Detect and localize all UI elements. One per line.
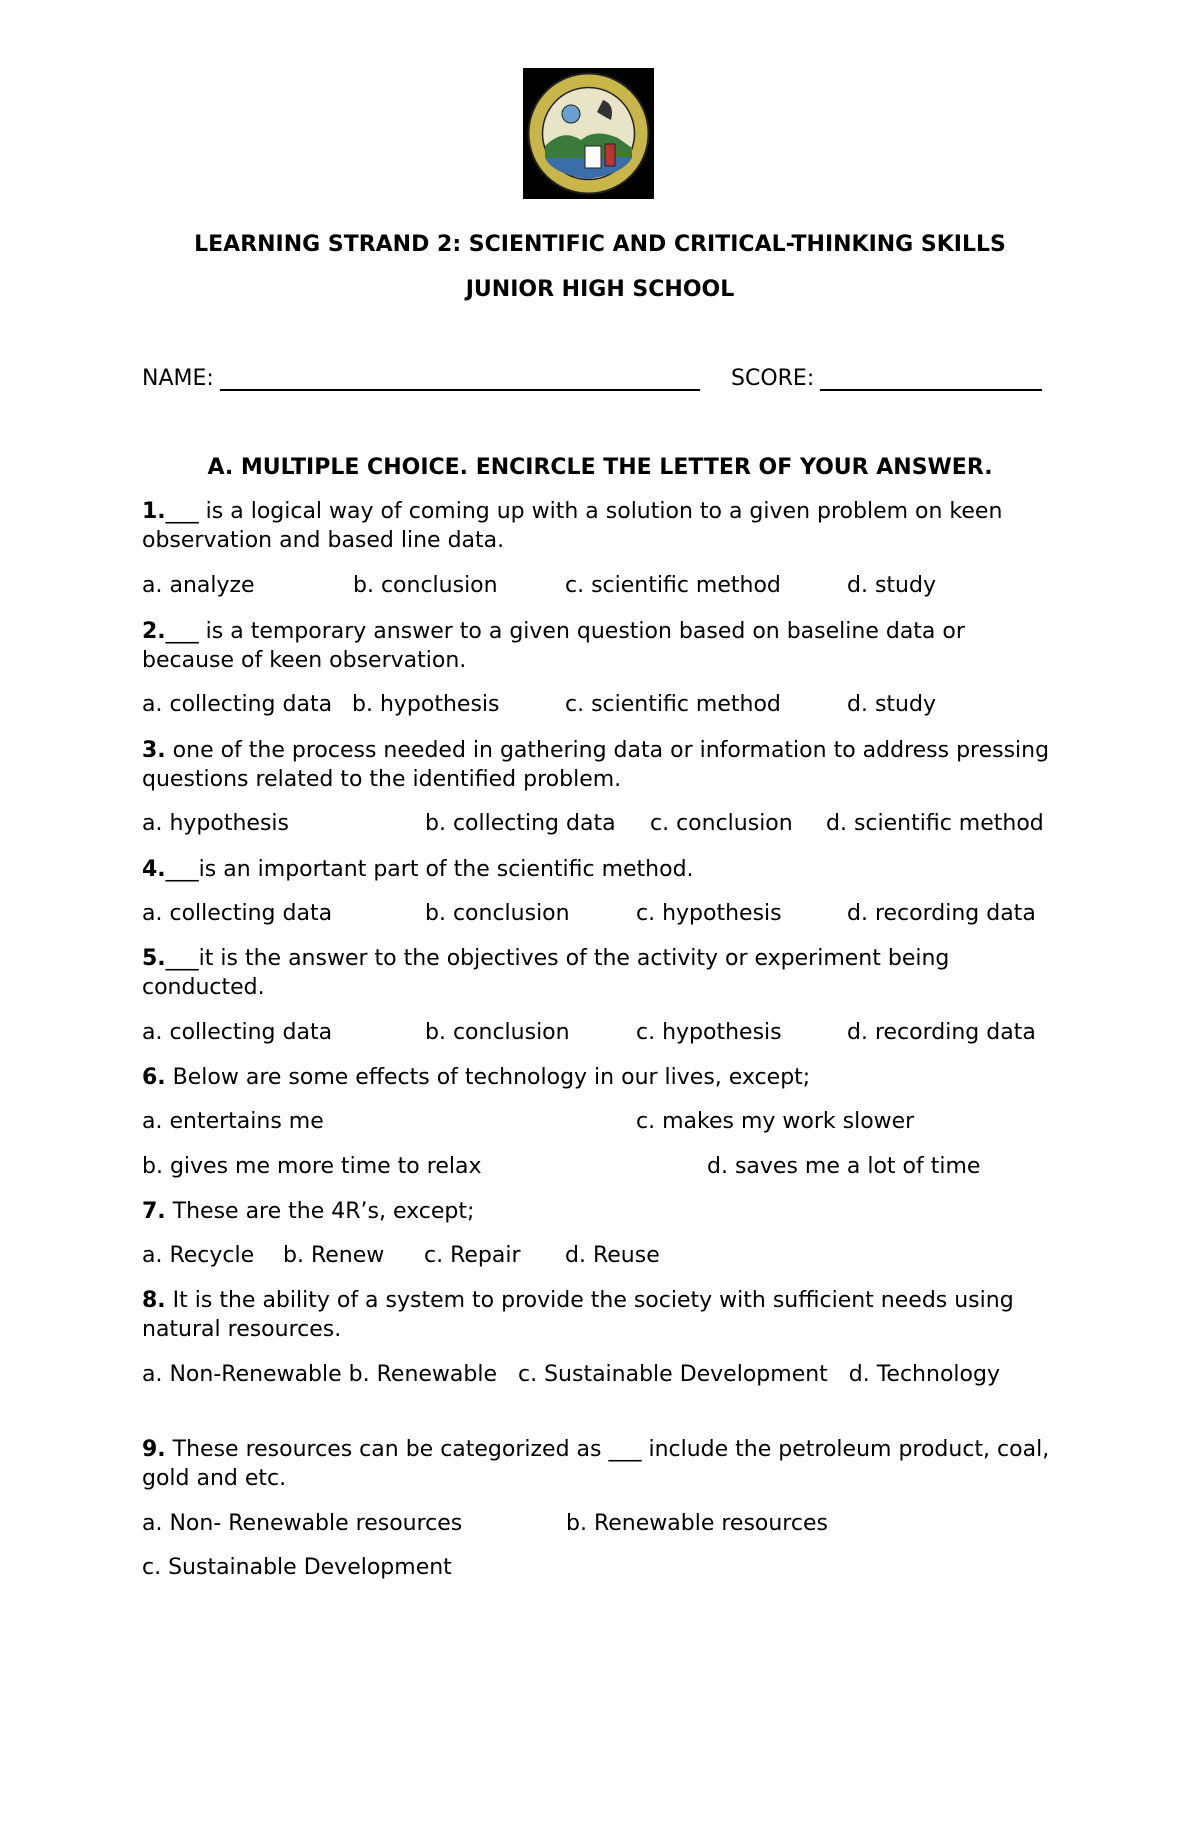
question-text: ___it is the answer to the objectives of the activity or experiment being conducted. <box>142 946 950 1000</box>
question-9-options-row-1 <box>142 1509 1082 1538</box>
question-6-options-row-2 <box>142 1152 1082 1181</box>
option[interactable]: a. collecting data <box>142 1020 333 1045</box>
option[interactable]: a. collecting data <box>142 901 333 926</box>
question-5 <box>142 944 1062 1002</box>
option[interactable]: a. hypothesis <box>142 811 289 836</box>
question-number: 3. <box>142 738 166 763</box>
question-9 <box>142 1435 1062 1493</box>
question-3 <box>142 736 1062 794</box>
question-number: 9. <box>142 1437 166 1462</box>
option[interactable]: d. saves me a lot of time <box>707 1154 981 1179</box>
question-text: ___is an important part of the scientific method. <box>165 857 694 882</box>
option[interactable]: b. Renewable resources <box>566 1511 828 1536</box>
question-2 <box>142 617 1062 675</box>
option[interactable]: a. Recycle <box>142 1243 255 1268</box>
question-text: one of the process needed in gathering data or information to address pressing questions related to the identified problem. <box>142 738 1050 792</box>
option[interactable]: b. gives me more time to relax <box>142 1154 482 1179</box>
section-title: A. MULTIPLE CHOICE. ENCIRCLE THE LETTER OF YOUR ANSWER. <box>207 455 993 480</box>
question-number: 1. <box>142 499 166 524</box>
question-6 <box>142 1063 1062 1092</box>
option[interactable]: c. makes my work slower <box>636 1109 915 1134</box>
option[interactable]: d. Reuse <box>565 1243 660 1268</box>
score-field[interactable] <box>820 367 1042 391</box>
question-1-options <box>142 571 1082 600</box>
option[interactable]: d. scientific method <box>826 811 1044 836</box>
option[interactable]: c. hypothesis <box>636 901 782 926</box>
option[interactable]: c. hypothesis <box>636 1020 782 1045</box>
question-text: These are the 4R’s, except; <box>165 1199 475 1224</box>
option[interactable]: c. scientific method <box>565 573 781 598</box>
option[interactable]: a. collecting data <box>142 692 333 717</box>
question-2-options <box>142 690 1082 719</box>
score-group <box>731 366 1042 391</box>
name-label: NAME: <box>142 366 214 391</box>
question-number: 5. <box>142 946 166 971</box>
question-text: It is the ability of a system to provide the society with sufficient needs using natural resources. <box>142 1288 1014 1342</box>
page-subtitle: JUNIOR HIGH SCHOOL <box>465 277 735 302</box>
option[interactable]: d. recording data <box>847 1020 1036 1045</box>
option[interactable]: b. conclusion <box>425 901 570 926</box>
question-9-options-row-2 <box>142 1553 1082 1582</box>
question-7-options <box>142 1241 1082 1270</box>
question-text: ___ is a temporary answer to a given question based on baseline data or because of keen observation. <box>142 619 965 673</box>
option[interactable]: b. Renew <box>283 1243 385 1268</box>
option[interactable]: c. scientific method <box>565 692 781 717</box>
question-number: 7. <box>142 1199 166 1224</box>
option[interactable]: b. conclusion <box>425 1020 570 1045</box>
name-field[interactable] <box>220 367 700 391</box>
option[interactable]: c. Repair <box>424 1243 521 1268</box>
option[interactable]: b. conclusion <box>353 573 498 598</box>
question-8 <box>142 1286 1062 1344</box>
option[interactable]: d. study <box>847 573 936 598</box>
question-1 <box>142 497 1062 555</box>
option[interactable]: b. hypothesis <box>352 692 500 717</box>
question-5-options <box>142 1018 1082 1047</box>
question-7 <box>142 1197 1062 1226</box>
option[interactable]: c. Sustainable Development <box>142 1555 452 1580</box>
question-number: 6. <box>142 1065 166 1090</box>
question-number: 8. <box>142 1288 166 1313</box>
page-title: LEARNING STRAND 2: SCIENTIFIC AND CRITICAL-THINKING SKILLS <box>194 232 1006 257</box>
question-number: 4. <box>142 857 166 882</box>
question-text: These resources can be categorized as ___ include the petroleum product, coal, gold and etc. <box>142 1437 1050 1491</box>
option[interactable]: a. analyze <box>142 573 255 598</box>
question-4 <box>142 855 1062 884</box>
score-label: SCORE: <box>731 366 815 391</box>
name-score-row <box>142 366 1062 391</box>
question-3-options <box>142 809 1082 838</box>
option[interactable]: a. Non- Renewable resources <box>142 1511 463 1536</box>
option[interactable]: a. entertains me <box>142 1109 324 1134</box>
question-6-options-row-1 <box>142 1107 1082 1136</box>
option[interactable]: d. recording data <box>847 901 1036 926</box>
question-number: 2. <box>142 619 166 644</box>
option[interactable]: c. conclusion <box>650 811 793 836</box>
deped-seal-logo <box>523 68 654 199</box>
option[interactable]: d. study <box>847 692 936 717</box>
question-8-options: a. Non-Renewable b. Renewable c. Sustainable Development d. Technology <box>142 1362 1000 1387</box>
question-text: Below are some effects of technology in our lives, except; <box>165 1065 811 1090</box>
option[interactable]: b. collecting data <box>425 811 616 836</box>
question-4-options <box>142 899 1082 928</box>
question-text: ___ is a logical way of coming up with a solution to a given problem on keen observation and based line data. <box>142 499 1003 553</box>
